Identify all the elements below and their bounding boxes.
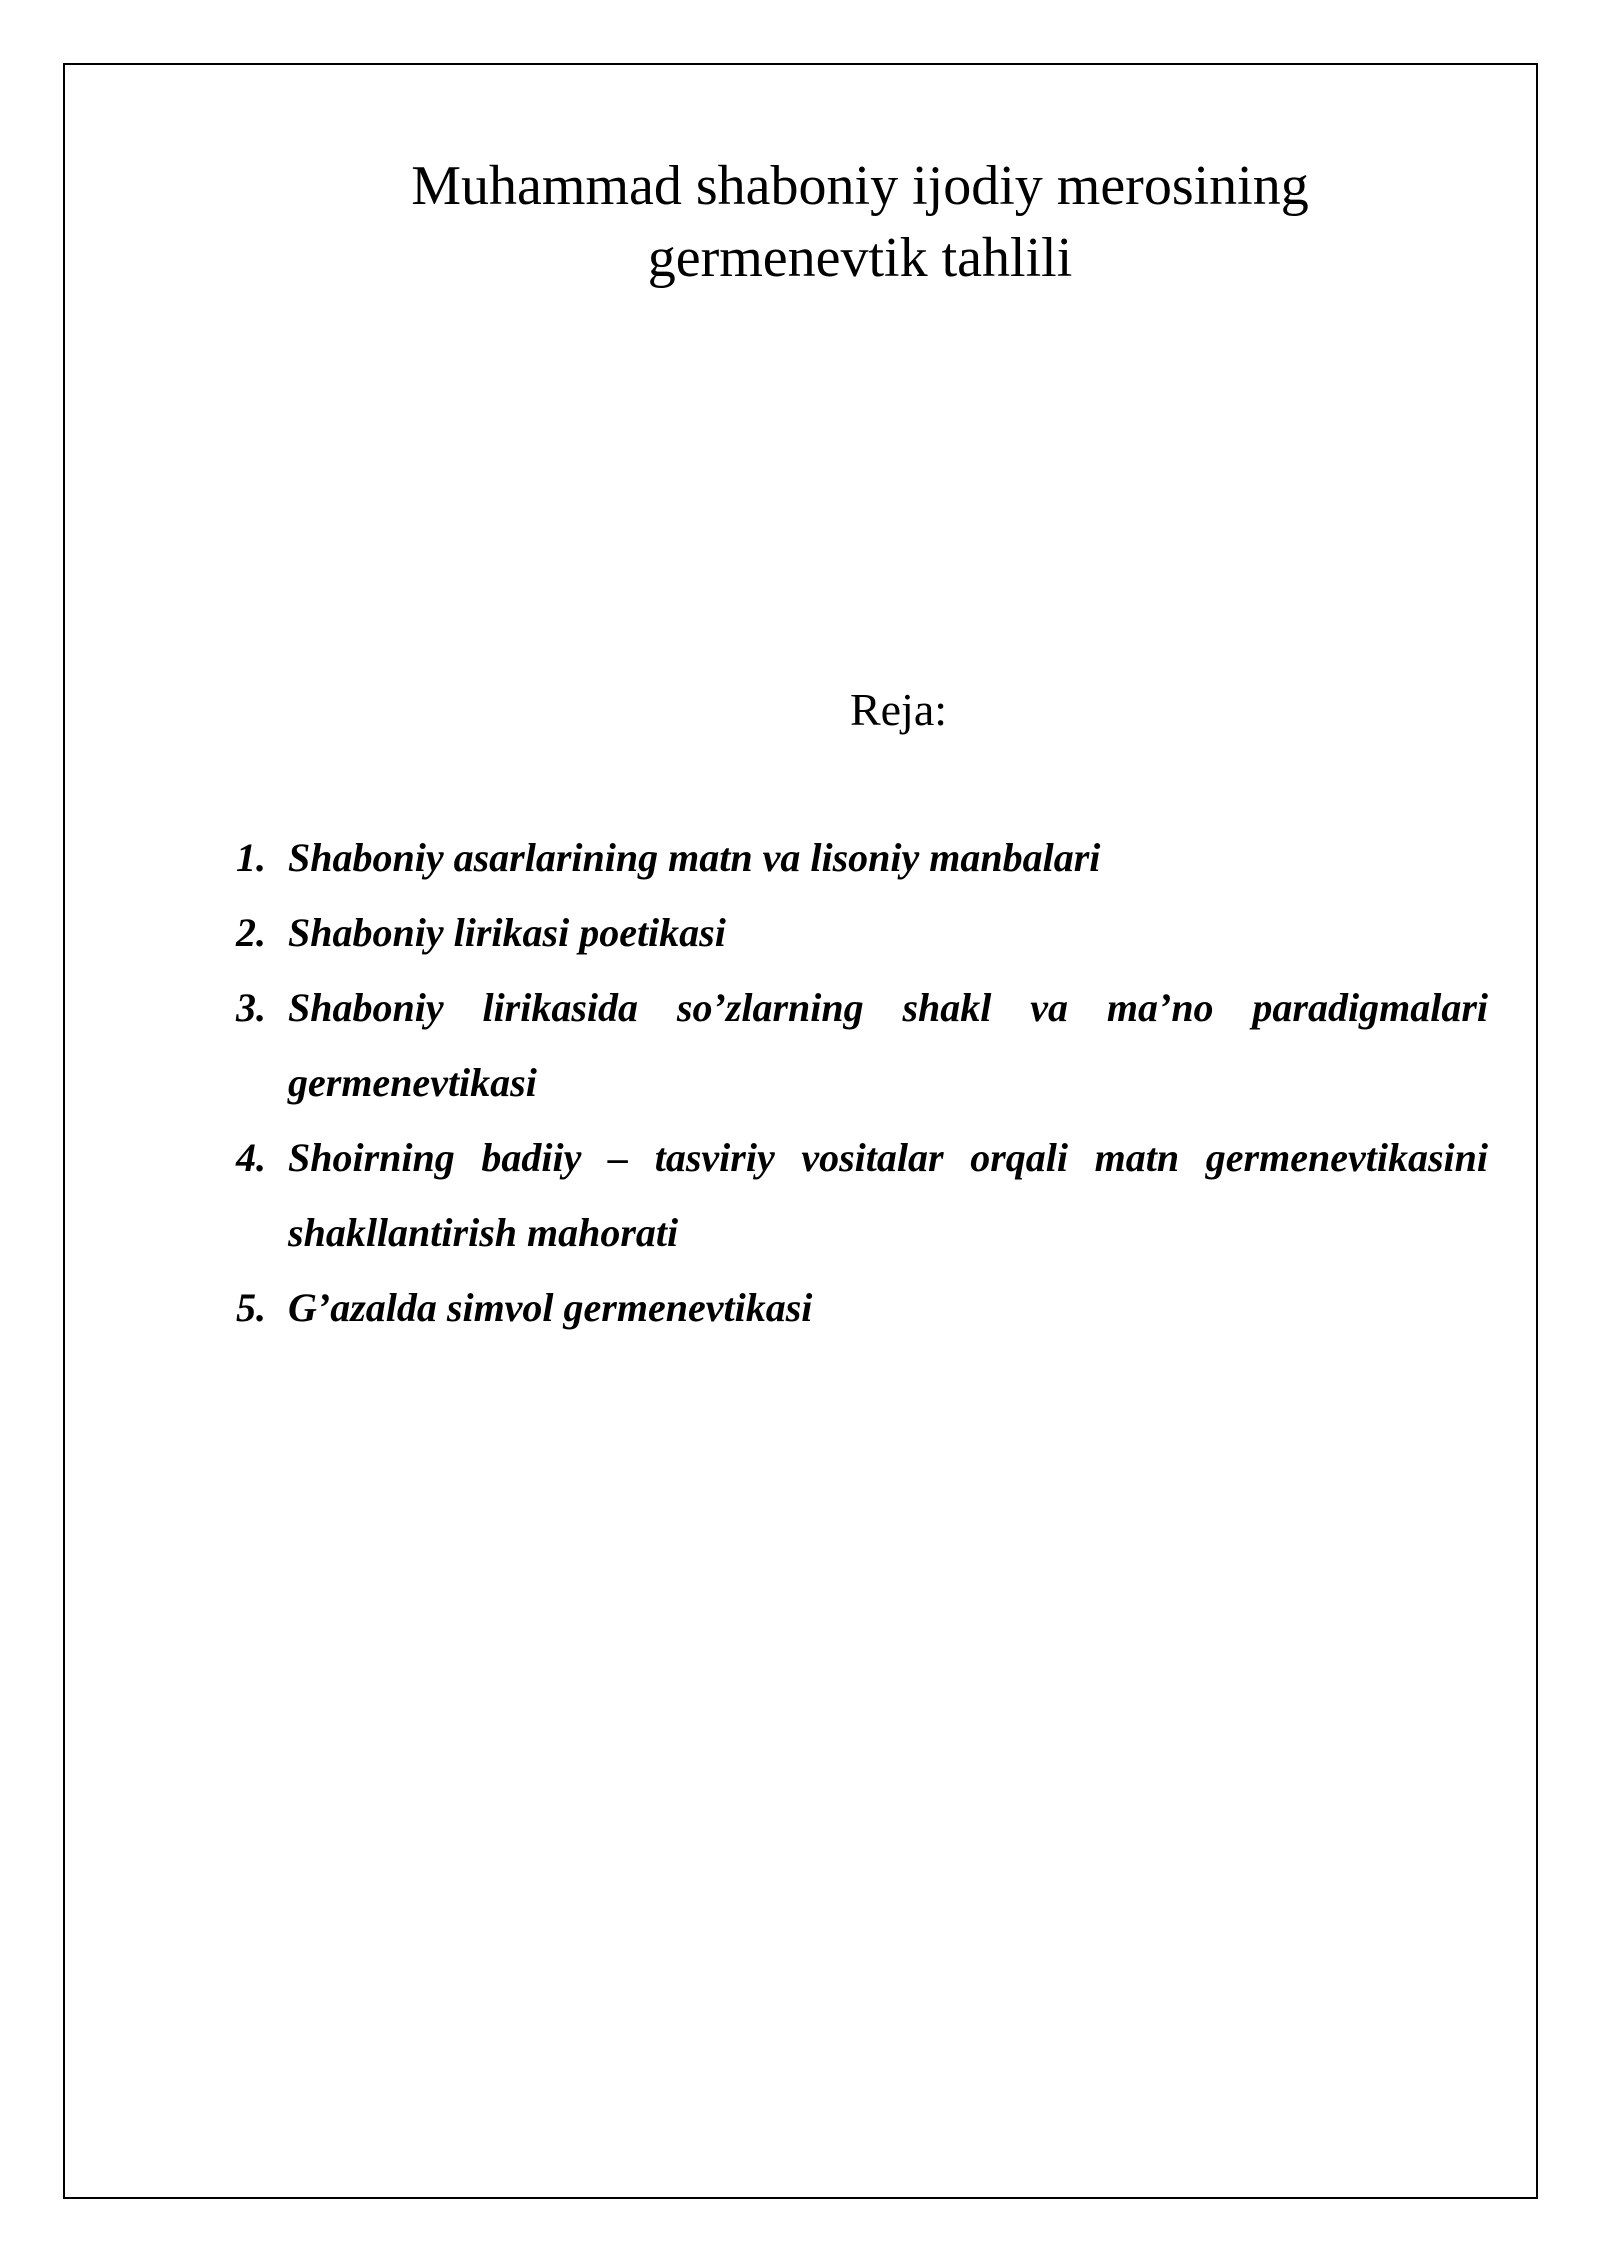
plan-item-text: Shaboniy asarlarining matn va lisoniy manbalari (288, 835, 1101, 880)
plan-item-text: G’azalda simvol germenevtikasi (288, 1285, 813, 1330)
title-line-2: germenevtik tahlili (647, 227, 1073, 289)
plan-item-5 (236, 1270, 1488, 1345)
plan-item-number: 2. (236, 910, 266, 955)
plan-item-number: 5. (236, 1285, 266, 1330)
plan-item-number: 3. (236, 985, 266, 1030)
plan-item-3 (236, 970, 1488, 1120)
plan-item-number: 4. (236, 1135, 266, 1180)
plan-item-number: 1. (236, 835, 266, 880)
plan-item-text: Shoirning badiiy – tasviriy vositalar orqali matn germenevtikasini shakllantirish mahorati (288, 1135, 1488, 1255)
title-line-1: Muhammad shaboniy ijodiy merosining (411, 155, 1309, 217)
document-title (236, 150, 1484, 294)
plan-list (236, 820, 1488, 1345)
plan-item-4 (236, 1120, 1488, 1270)
plan-heading: Reja: (849, 684, 948, 735)
plan-item-1 (236, 820, 1488, 895)
plan-item-text: Shaboniy lirikasi poetikasi (288, 910, 726, 955)
plan-item-2 (236, 895, 1488, 970)
plan-item-text: Shaboniy lirikasida so’zlarning shakl va ma’no paradigmalari germenevtikasi (288, 985, 1488, 1105)
